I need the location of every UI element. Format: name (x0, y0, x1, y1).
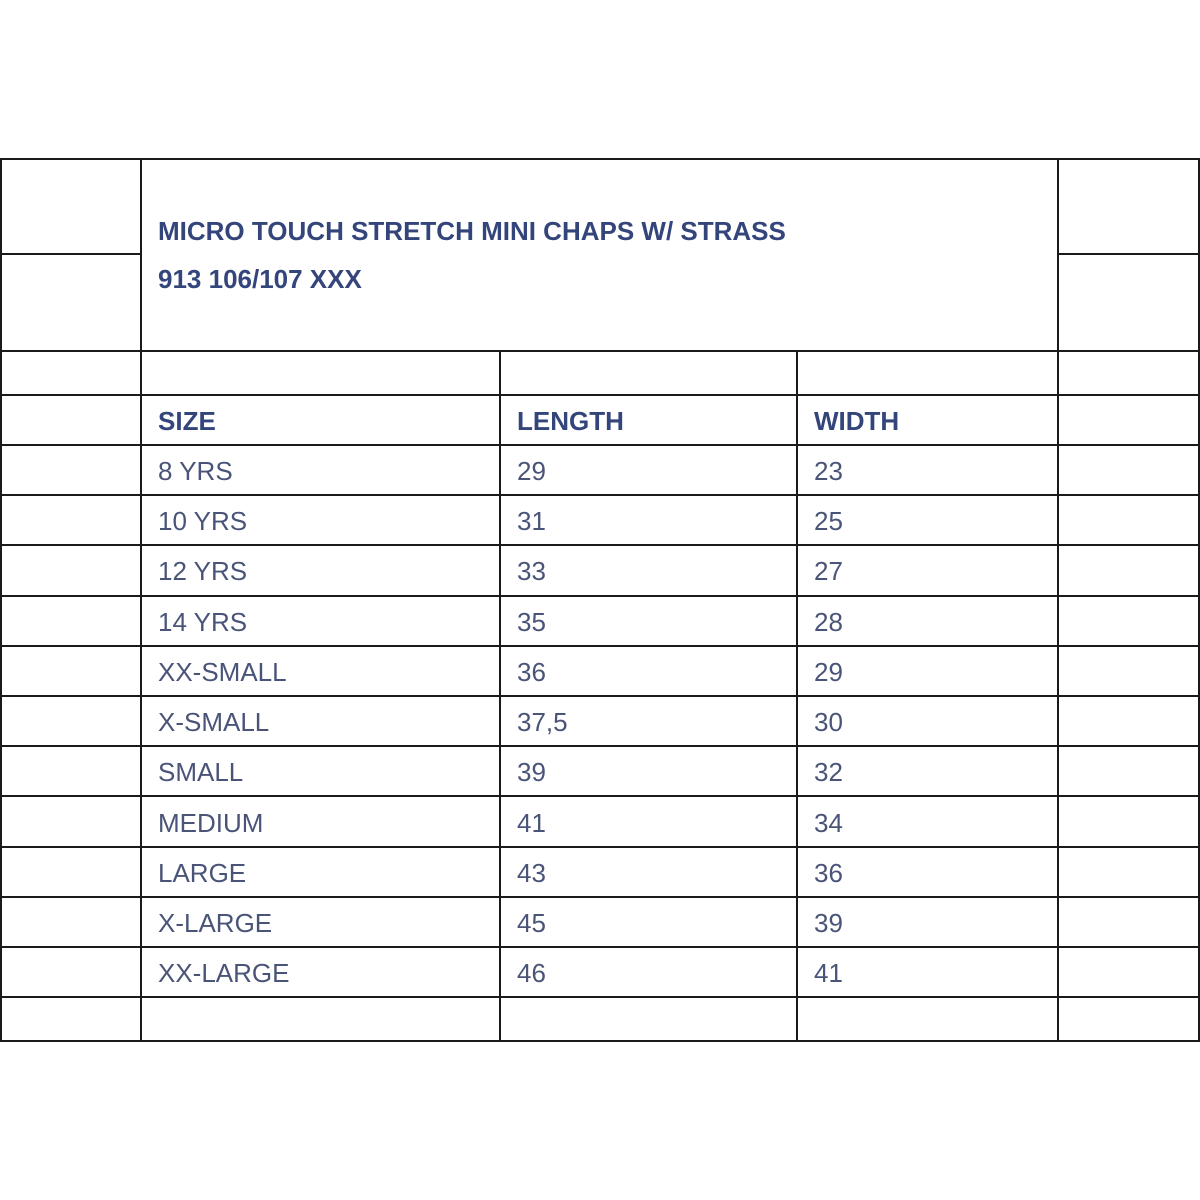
grid-line-bottom (0, 1040, 1200, 1042)
grid-line-row (0, 996, 1200, 998)
grid-line-side-upper (0, 253, 142, 255)
cell-length: 41 (517, 808, 546, 838)
cell-length: 46 (517, 958, 546, 988)
cell-width: 23 (814, 456, 843, 486)
header-size: SIZE (158, 406, 216, 436)
cell-size: 8 YRS (158, 456, 233, 486)
grid-line-title-bottom (0, 350, 1200, 352)
grid-line-row (0, 745, 1200, 747)
grid-line-col-4 (1057, 158, 1059, 1042)
cell-width: 25 (814, 506, 843, 536)
cell-size: LARGE (158, 858, 247, 888)
cell-length: 33 (517, 556, 546, 586)
cell-size: 12 YRS (158, 556, 248, 586)
cell-length: 36 (517, 657, 546, 687)
grid-line-top (0, 158, 1200, 160)
grid-line-left (0, 158, 2, 1042)
grid-line-row (0, 595, 1200, 597)
grid-line-row (0, 896, 1200, 898)
cell-length: 45 (517, 908, 546, 938)
grid-line-row (0, 645, 1200, 647)
cell-length: 29 (517, 456, 546, 486)
header-width: WIDTH (814, 406, 900, 436)
cell-length: 37,5 (517, 707, 568, 737)
cell-width: 36 (814, 858, 843, 888)
cell-length: 43 (517, 858, 546, 888)
cell-size: XX-LARGE (158, 958, 290, 988)
grid-line-row (0, 494, 1200, 496)
cell-size: 10 YRS (158, 506, 248, 536)
size-chart-sheet (0, 158, 1200, 1042)
cell-size: MEDIUM (158, 808, 264, 838)
grid-line-row (0, 795, 1200, 797)
grid-line-row (0, 695, 1200, 697)
cell-width: 27 (814, 556, 843, 586)
cell-width: 28 (814, 607, 843, 637)
cell-width: 30 (814, 707, 843, 737)
cell-width: 32 (814, 757, 843, 787)
cell-size: SMALL (158, 757, 244, 787)
article-code: 913 106/107 XXX (158, 264, 362, 294)
cell-width: 41 (814, 958, 843, 988)
grid-line-row (0, 946, 1200, 948)
grid-line-header-bottom (0, 444, 1200, 446)
grid-line-col-2 (499, 350, 501, 1042)
cell-size: X-LARGE (158, 908, 273, 938)
grid-line-header-top (0, 394, 1200, 396)
cell-length: 35 (517, 607, 546, 637)
cell-width: 34 (814, 808, 843, 838)
grid-line-row (0, 846, 1200, 848)
grid-line-side-upper-right (1058, 253, 1200, 255)
document-title: MICRO TOUCH STRETCH MINI CHAPS W/ STRASS (158, 216, 786, 246)
cell-size: XX-SMALL (158, 657, 287, 687)
cell-width: 29 (814, 657, 843, 687)
grid-line-col-3 (796, 350, 798, 1042)
cell-size: 14 YRS (158, 607, 248, 637)
cell-length: 39 (517, 757, 546, 787)
grid-line-row (0, 544, 1200, 546)
grid-line-col-1 (140, 158, 142, 1042)
cell-size: X-SMALL (158, 707, 270, 737)
cell-width: 39 (814, 908, 843, 938)
cell-length: 31 (517, 506, 546, 536)
header-length: LENGTH (517, 406, 624, 436)
